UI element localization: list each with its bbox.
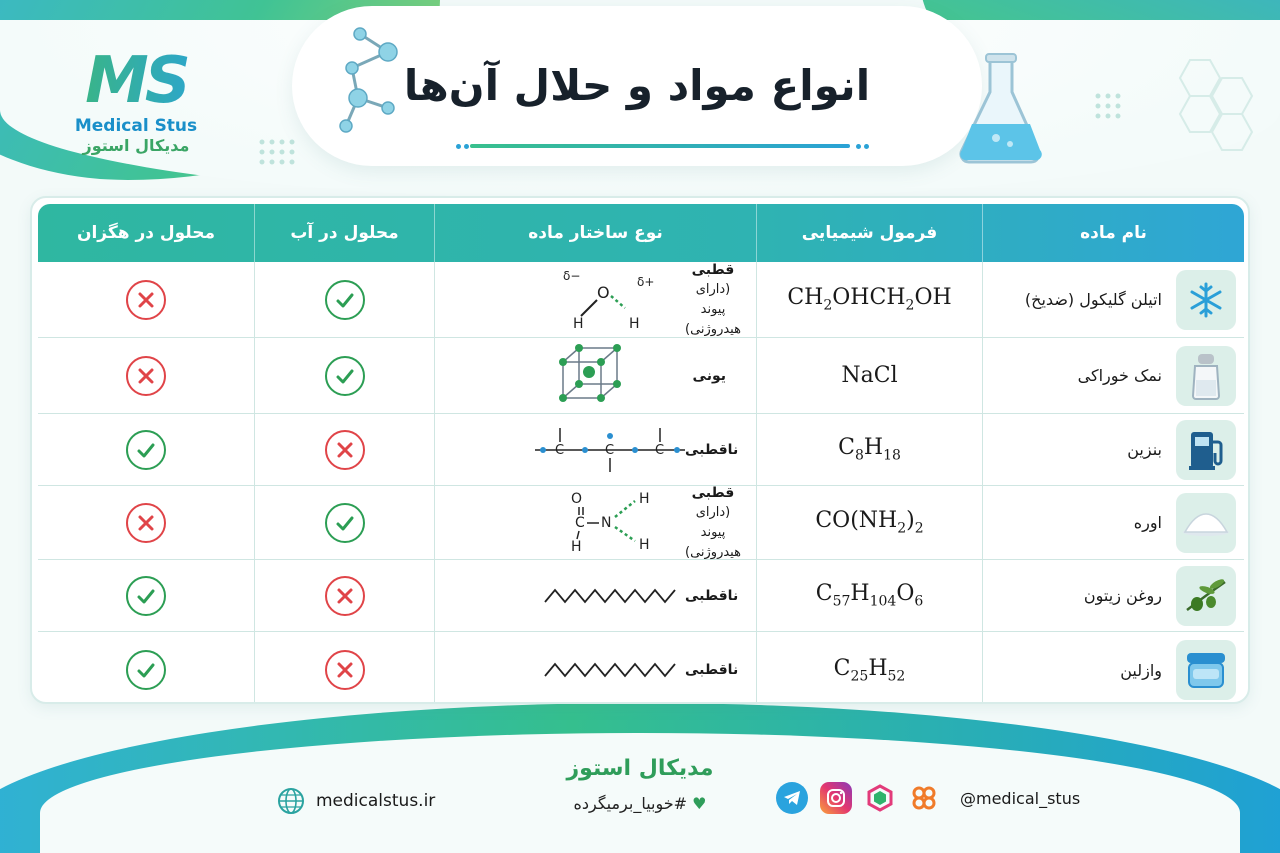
title-underline (470, 144, 850, 148)
water-solubility-cell (254, 632, 434, 704)
structure-type: ناقطبی (685, 662, 739, 678)
substance-name-cell (982, 338, 1244, 413)
soluble-check-icon (325, 356, 365, 396)
footer-website[interactable] (276, 786, 435, 816)
table-header (38, 204, 1244, 262)
structure-type: ناقطبی (685, 587, 739, 604)
carbon-label: C (555, 442, 565, 458)
hexane-solubility-cell (38, 414, 254, 485)
structure-label (685, 586, 738, 606)
hydrogen-label: H (639, 490, 650, 507)
nitrogen-label: N (601, 514, 612, 531)
hydrogen-label: H (629, 315, 640, 330)
telegram-icon[interactable] (776, 782, 808, 814)
insoluble-cross-icon (126, 356, 166, 396)
soluble-check-icon (126, 650, 166, 690)
structure-label (685, 440, 738, 460)
structure-type: ناقطبی (685, 441, 739, 458)
substance-name-cell (982, 262, 1244, 337)
footer-hashtag-text: #خوبیا_برمیگرده (573, 794, 688, 813)
oxygen-label: O (597, 282, 610, 302)
logo-mark: MS (56, 48, 216, 114)
header-soluble-in-water: محلول در آب (254, 204, 434, 262)
header-chemical-formula: فرمول شیمیایی (756, 204, 982, 262)
structure-drawing (535, 636, 685, 704)
structure-note: (دارای پیوند هیدروژنی) (685, 281, 741, 337)
formula-cell (756, 486, 982, 559)
water-solubility-cell (254, 338, 434, 413)
carbon-label: C (655, 442, 665, 458)
chemical-formula: NaCl (841, 363, 898, 388)
molecule-icon (330, 26, 410, 136)
header-soluble-in-hexane: محلول در هگزان (76, 223, 216, 243)
insoluble-cross-icon (325, 650, 365, 690)
substance-name: اوره (1133, 513, 1162, 532)
dot-grid-decoration (1094, 92, 1138, 132)
dot-grid-decoration (258, 138, 302, 178)
header-substance-name: نام ماده (982, 204, 1244, 262)
substance-name: نمک خوراکی (1077, 366, 1162, 385)
table-body (38, 262, 1244, 704)
fuel-pump-icon (1176, 420, 1236, 480)
carbon-label: C (605, 442, 615, 458)
water-solubility-cell (254, 560, 434, 631)
chemical-formula: $C_{57}H_{104}O_6$ (815, 581, 924, 610)
insoluble-cross-icon (126, 503, 166, 543)
structure-drawing (535, 562, 685, 630)
structure-drawing (535, 489, 685, 557)
insoluble-cross-icon (126, 280, 166, 320)
logo-name-fa: مدیکال استوز (82, 136, 190, 155)
hydrogen-label: H (639, 536, 650, 553)
rubika-icon[interactable] (864, 782, 896, 814)
social-handle: @medical_stus (960, 788, 1081, 808)
table-row (38, 486, 1244, 560)
soluble-check-icon (126, 430, 166, 470)
structure-cell (434, 632, 756, 704)
structure-cell (434, 560, 756, 631)
page-title: انواع مواد و حلال آن‌ها (403, 61, 871, 110)
title-underline-dot (456, 144, 461, 149)
substance-name-cell (982, 414, 1244, 485)
formula-cell (756, 262, 982, 337)
formula-cell (756, 414, 982, 485)
water-solubility-cell (254, 414, 434, 485)
hexane-solubility-cell (38, 262, 254, 337)
structure-cell (434, 338, 756, 413)
website-link[interactable]: medicalstus.ir (316, 791, 436, 811)
instagram-icon[interactable] (820, 782, 852, 814)
header-structure-type: نوع ساختار ماده (434, 204, 756, 262)
structure-cell (434, 414, 756, 485)
structure-type: یونی (692, 367, 726, 384)
hexagon-pattern-decoration (1160, 56, 1270, 156)
hexane-solubility-cell (38, 560, 254, 631)
chemical-formula: $C_{25}H_{52}$ (833, 655, 906, 685)
soluble-check-icon (325, 280, 365, 320)
title-underline-dot (464, 144, 469, 149)
substance-name: بنزین (1127, 440, 1162, 459)
substance-name: روغن زیتون (1083, 586, 1162, 605)
structure-drawing (535, 266, 685, 334)
structure-drawing (535, 342, 685, 410)
substance-name-cell (982, 486, 1244, 559)
insoluble-cross-icon (325, 430, 365, 470)
globe-icon (276, 786, 306, 816)
structure-type: قطبی (691, 484, 735, 501)
hexane-solubility-cell (38, 632, 254, 704)
hydrogen-label: H (571, 538, 582, 553)
structure-type: قطبی (691, 261, 735, 278)
delta-minus-label: δ− (563, 268, 581, 283)
table-row (38, 414, 1244, 486)
chemical-formula: $CH_2OHCH_2OH$ (787, 285, 952, 314)
solubility-table (30, 196, 1250, 704)
insoluble-cross-icon (325, 576, 365, 616)
logo-name-en: Medical Stus (74, 116, 198, 136)
carbon-label: C (575, 514, 585, 531)
substance-name: اتیلن گلیکول (ضدیخ) (1024, 290, 1162, 309)
heart-icon: ♥ (692, 794, 707, 813)
structure-drawing (535, 416, 685, 484)
footer-brand-name: مدیکال استوز (566, 756, 714, 781)
structure-label (685, 483, 741, 563)
structure-label (685, 260, 741, 340)
soluble-check-icon (126, 576, 166, 616)
salt-shaker-icon (1176, 346, 1236, 406)
structure-cell (434, 486, 756, 559)
flask-icon (958, 52, 1042, 164)
footer-social-links (776, 782, 1080, 814)
formula-cell (756, 560, 982, 631)
formula-cell (756, 632, 982, 704)
structure-note: (دارای پیوند هیدروژنی) (685, 504, 741, 560)
table-row (38, 632, 1244, 704)
substance-name-cell (982, 632, 1244, 704)
hydrogen-label: H (573, 315, 584, 330)
chemical-formula: $CO(NH_2)_2$ (815, 508, 924, 537)
water-solubility-cell (254, 486, 434, 559)
oxygen-label: O (571, 490, 583, 507)
water-solubility-cell (254, 262, 434, 337)
snowflake-icon (1176, 270, 1236, 330)
title-underline-dot (856, 144, 861, 149)
formula-cell (756, 338, 982, 413)
structure-label (693, 366, 726, 386)
table-row (38, 262, 1244, 338)
hexane-solubility-cell (38, 486, 254, 559)
table-row (38, 560, 1244, 632)
structure-label (685, 660, 738, 680)
structure-cell (434, 262, 756, 337)
eitaa-icon[interactable] (908, 782, 940, 814)
delta-plus-label: δ+ (637, 274, 655, 289)
substance-name-cell (982, 560, 1244, 631)
title-underline-dot (864, 144, 869, 149)
soluble-check-icon (325, 503, 365, 543)
substance-name: وازلین (1120, 660, 1162, 680)
jar-icon (1176, 640, 1236, 700)
hexane-solubility-cell (38, 338, 254, 413)
table-row (38, 338, 1244, 414)
brand-logo (56, 44, 216, 155)
olive-branch-icon (1176, 566, 1236, 626)
powder-pile-icon (1176, 493, 1236, 553)
chemical-formula: $C_8H_{18}$ (838, 435, 901, 464)
footer-hashtag (0, 794, 1280, 813)
